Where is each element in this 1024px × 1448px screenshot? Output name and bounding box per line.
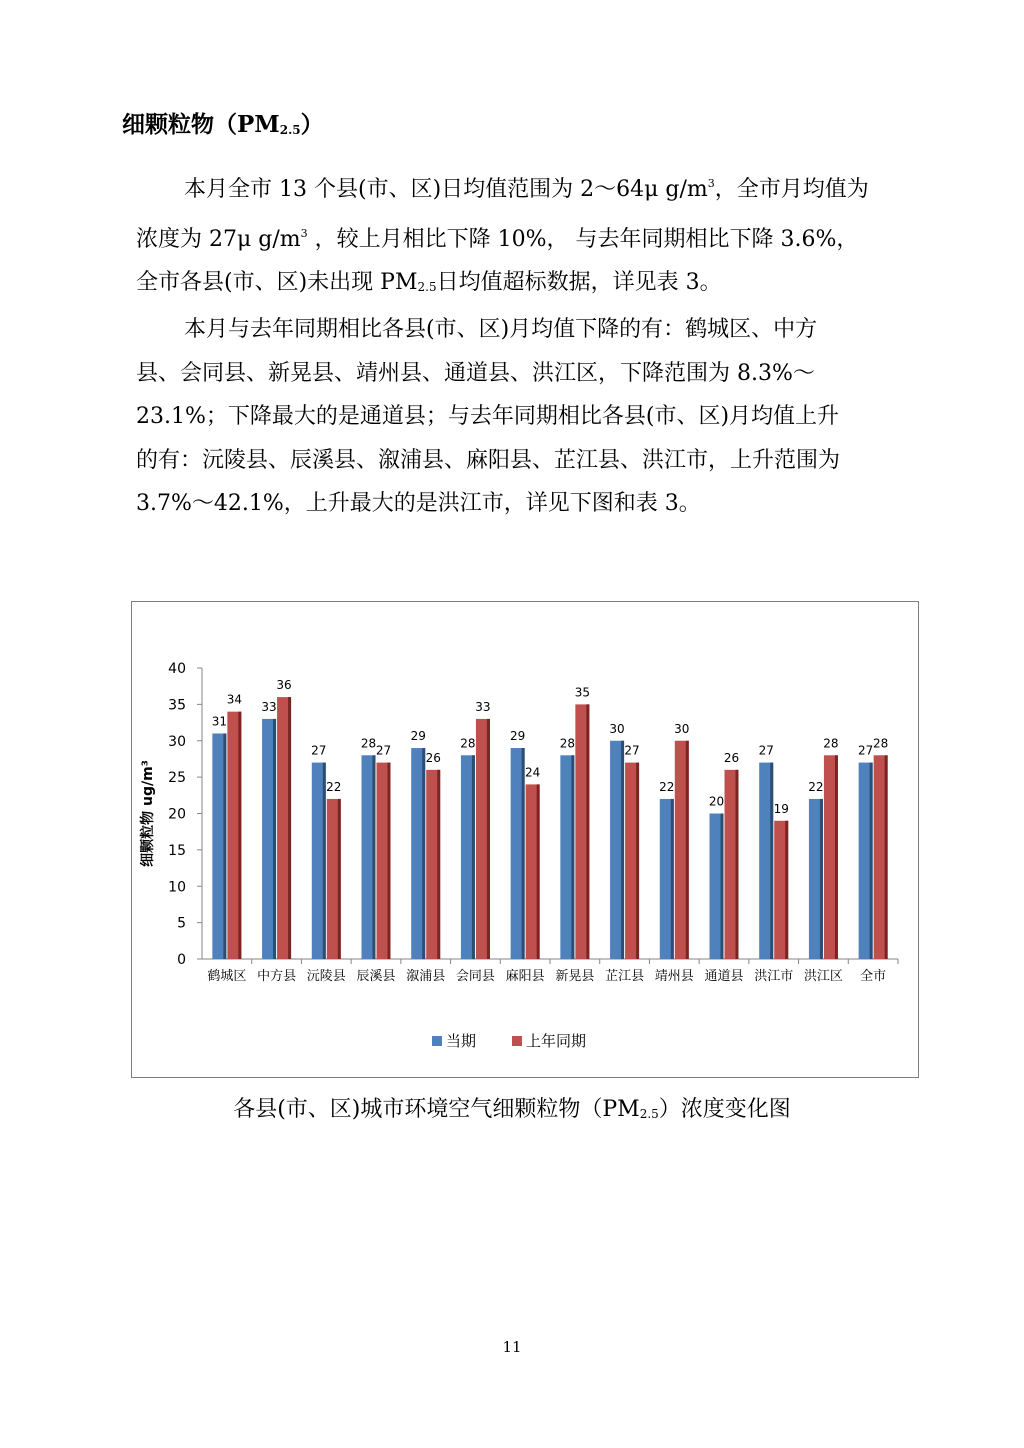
data-label: 27 [858, 743, 874, 758]
data-label: 33 [261, 699, 277, 714]
bar-shade [522, 748, 525, 959]
y-tick-label: 40 [168, 661, 186, 677]
data-label: 30 [674, 721, 690, 736]
x-tick-label: 沅陵县 [306, 969, 346, 984]
y-tick-label: 15 [168, 842, 186, 859]
x-tick-label: 靖州县 [654, 969, 694, 984]
x-tick-label: 辰溪县 [356, 969, 396, 984]
bar-shade [437, 770, 440, 959]
data-label: 36 [276, 678, 292, 693]
y-tick-label: 0 [177, 952, 186, 968]
x-tick-label: 通道县 [704, 969, 744, 984]
bar-shade [388, 763, 391, 959]
x-tick-label: 中方县 [257, 969, 297, 984]
legend-swatch-last-year [512, 1036, 522, 1046]
bar-shade [422, 748, 425, 959]
y-tick-label: 25 [168, 770, 186, 787]
data-label: 29 [510, 729, 526, 744]
data-label: 34 [226, 692, 242, 707]
x-tick-label: 新晃县 [555, 969, 595, 984]
x-tick-label: 会同县 [455, 969, 495, 984]
data-label: 19 [773, 801, 789, 816]
x-tick-label: 麻阳县 [505, 969, 545, 984]
data-label: 28 [823, 736, 839, 751]
bar-shade [785, 821, 788, 959]
legend-swatch-current [432, 1036, 442, 1046]
bar-shade [835, 755, 838, 959]
bar-shade [820, 799, 823, 959]
data-label: 28 [559, 736, 575, 751]
legend-label: 上年同期 [526, 1032, 587, 1050]
bar-shade [472, 755, 475, 959]
y-tick-label: 20 [168, 806, 186, 823]
data-label: 26 [723, 750, 740, 765]
bar-shade [571, 755, 574, 959]
y-tick-label: 30 [168, 733, 186, 750]
bar-shade [736, 770, 739, 959]
y-tick-label: 10 [168, 879, 186, 896]
bar-shade [288, 697, 291, 959]
page-number: 11 [502, 1338, 522, 1356]
data-label: 27 [375, 743, 392, 758]
bar-shade [686, 741, 689, 959]
data-label: 24 [525, 765, 541, 780]
data-label: 26 [425, 750, 441, 765]
section-heading: 细颗粒物$(PM_{2.5})$ [122, 111, 324, 138]
data-label: 27 [758, 743, 774, 758]
data-label: 28 [360, 736, 377, 751]
bar-shade [238, 712, 241, 959]
bar-shade [885, 755, 888, 959]
y-tick-label: 35 [168, 697, 186, 714]
data-label: 22 [326, 779, 342, 794]
bar-shade [636, 763, 639, 959]
data-label: 29 [410, 729, 426, 744]
bar-shade [671, 799, 674, 959]
data-label: 33 [475, 699, 491, 714]
data-label: 31 [211, 714, 227, 729]
bar-shade [373, 755, 376, 959]
summary-paragraph: 本月全市 13 个县(市、区)日均值范围为 2～64μ $g/m^3$，全市月均值为 浓度为 27μ $g/m^3$ ，较上月相比下降 10%， 与去年同期相比下降 3.6%， 全市各县(市、区)未出现 $PM_{2.5}$日均值超标数据，详见表 3。 [136, 177, 869, 295]
bar-shade [621, 741, 624, 959]
legend-label: 当期 [446, 1032, 477, 1050]
bar-shade [537, 784, 540, 959]
bar-shade [338, 799, 341, 959]
x-tick-label: 洪江区 [803, 969, 843, 984]
pm25-bar-chart [131, 601, 919, 1078]
data-label: 27 [624, 743, 640, 758]
bar-shade [487, 719, 490, 959]
chart-caption: 各县(市、区)城市环境空气细颗粒物$(PM_{2.5})$浓度变化图 [233, 1097, 791, 1122]
x-tick-label: 洪江市 [754, 969, 794, 984]
data-label: 20 [708, 794, 725, 809]
bar-shade [223, 733, 226, 959]
x-tick-label: 溆浦县 [406, 969, 446, 984]
y-axis-title: 细颗粒物 ug/m³ [140, 760, 156, 867]
bar-shade [273, 719, 276, 959]
data-label: 30 [609, 721, 625, 736]
bar-shade [721, 814, 724, 960]
x-tick-label: 全市 [860, 969, 887, 984]
y-tick-label: 5 [177, 915, 186, 932]
data-label: 35 [574, 685, 590, 700]
bar-shade [770, 763, 773, 959]
data-label: 27 [311, 743, 327, 758]
data-label: 22 [659, 779, 675, 794]
x-tick-label: 芷江县 [605, 969, 645, 984]
x-tick-label: 鹤城区 [207, 969, 247, 984]
data-label: 28 [873, 736, 889, 751]
bar-shade [870, 763, 873, 959]
data-label: 28 [460, 736, 476, 751]
comparison-paragraph: 本月与去年同期相比各县(市、区)月均值下降的有：鹤城区、中方 县、会同县、新晃县、靖州县、通道县、洪江区，下降范围为 8.3%～ 23.1%；下降最大的是通道县；与去年同期相比各县(市、区)月均值上升 的有：沅陵县、辰溪县、溆浦县、麻阳县、芷江县、洪江市，上升范围为 3.7%～42.1%，上升最大的是洪江市，详见下图和表 3。 [136, 317, 841, 516]
bar-shade [586, 704, 589, 959]
chart-canvas [132, 602, 918, 1077]
data-label: 22 [808, 779, 824, 794]
